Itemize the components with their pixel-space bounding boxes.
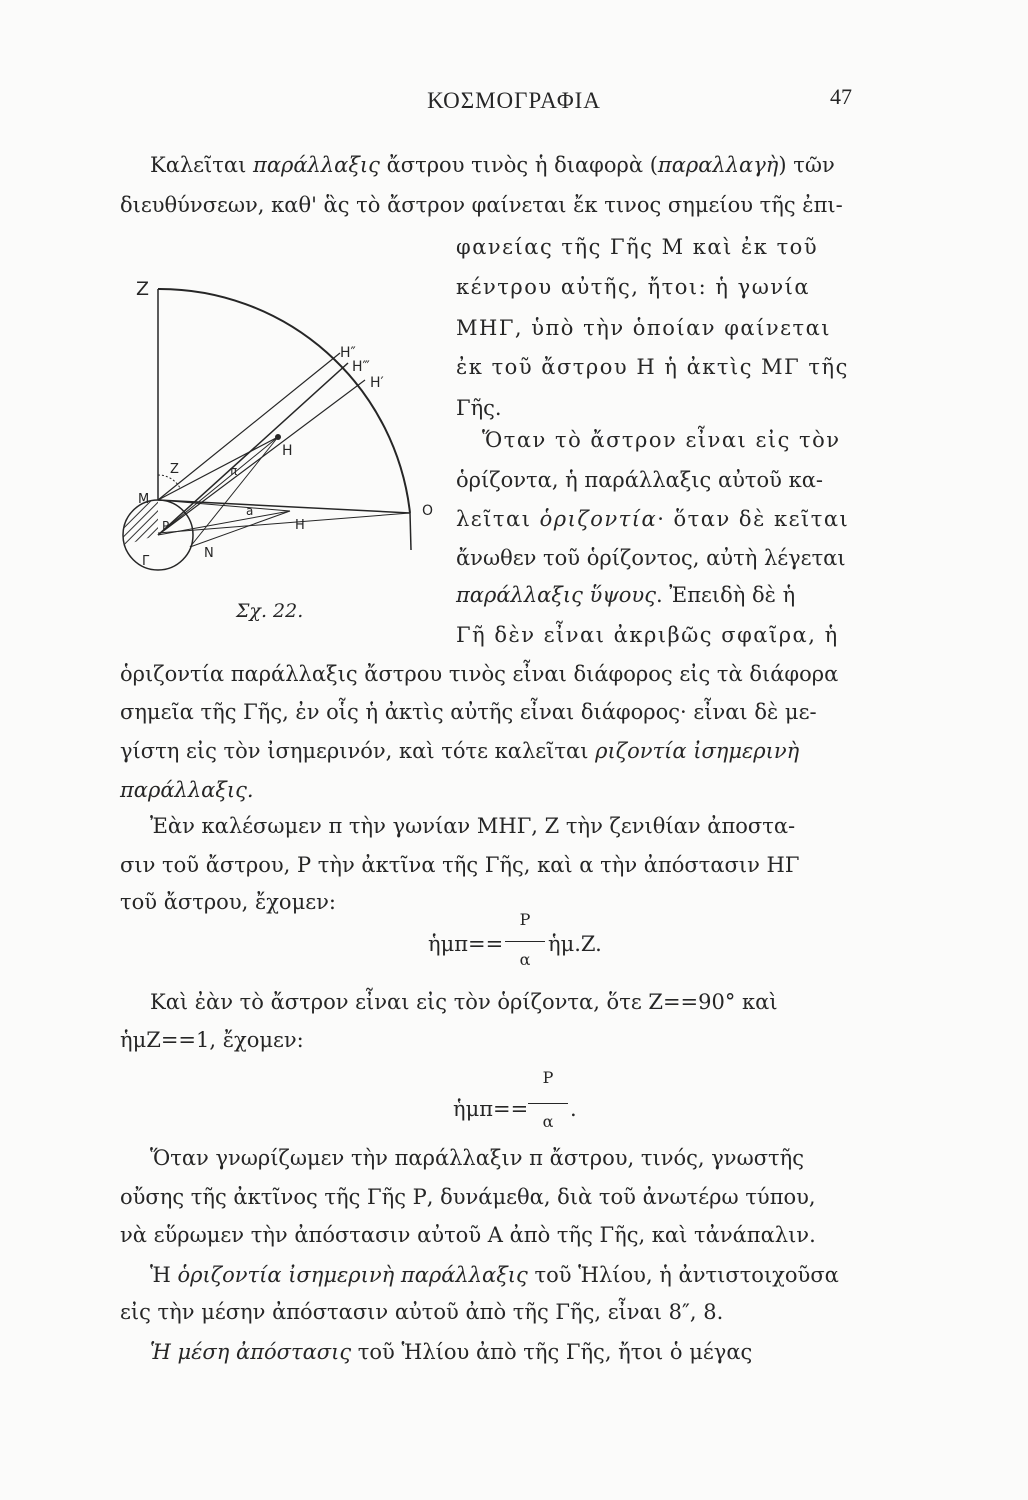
formula-2-denominator: α: [542, 1112, 554, 1131]
paragraph-line: παράλλαξις.: [120, 778, 254, 802]
formula-2-lhs: ἡμπ==: [453, 1097, 529, 1121]
paragraph-line: εἰς τὴν μέσην ἀπόστασιν αὐτοῦ ἀπὸ τῆς Γῆς, εἶναι 8″, 8.: [120, 1300, 724, 1324]
label-H0: H: [295, 518, 305, 533]
paragraph-line: σημεῖα τῆς Γῆς, ἐν οἷς ἡ ἀκτὶς αὐτῆς εἶναι διάφορος· εἶναι δὲ με-: [120, 700, 817, 724]
celestial-arc: [158, 289, 410, 513]
paragraph-line: λεῖται ὁριζοντία· ὅταν δὲ κεῖται: [456, 507, 850, 531]
running-header-title: ΚΟΣΜΟΓΡΑΦΙΑ: [427, 88, 601, 113]
label-H1: H′: [370, 375, 384, 391]
ray-M-to-H2: [158, 353, 340, 500]
formula-2-numerator: P: [542, 1068, 554, 1087]
arc-lower-tick: [410, 513, 411, 550]
figure-caption: Σχ. 22.: [236, 600, 304, 622]
formula-1-denominator: α: [519, 950, 531, 969]
paragraph-line: κέντρου αὐτῆς, ἤτοι: ἡ γωνία: [456, 275, 811, 299]
formula-1-rhs: ἡμ.Z.: [548, 932, 602, 956]
formula-2-fraction-bar: [528, 1103, 568, 1104]
label-a: a: [246, 504, 254, 518]
label-Z-top: Z: [136, 278, 150, 300]
paragraph-line: διευθύνσεων, καθ' ἃς τὸ ἄστρον φαίνεται ἔκ τινος σημείου τῆς ἐπι-: [120, 193, 843, 217]
paragraph-line: Καλεῖται παράλλαξις ἄστρου τινὸς ἡ διαφορὰ (παραλλαγὴ) τῶν: [150, 153, 835, 177]
star-H: [275, 434, 281, 440]
paragraph-line: ὁριζοντία παράλλαξις ἄστρου τινὸς εἶναι διάφορος εἰς τὰ διάφορα: [120, 662, 839, 686]
label-H: H: [282, 443, 293, 459]
paragraph-line: οὔσης τῆς ἀκτῖνος τῆς Γῆς Ρ, δυνάμεθα, διὰ τοῦ ἀνωτέρω τύπου,: [120, 1185, 816, 1209]
paragraph-line: παράλλαξις ὕψους. Ἐπειδὴ δὲ ἡ: [456, 583, 796, 607]
paragraph-line: Ἡ μέση ἀπόστασις τοῦ Ἡλίου ἀπὸ τῆς Γῆς, ἤτοι ὁ μέγας: [150, 1340, 753, 1364]
paragraph-line: Ἡ ὁριζοντία ἰσημερινὴ παράλλαξις τοῦ Ἡλίου, ἡ ἀντιστοιχοῦσα: [150, 1263, 839, 1287]
formula-1-numerator: P: [519, 910, 531, 929]
paragraph-line: Ὅταν τὸ ἄστρον εἶναι εἰς τὸν: [482, 428, 841, 452]
paragraph-line: Γῆς.: [456, 396, 502, 420]
label-H3: H‴: [352, 359, 370, 375]
label-N: N: [204, 546, 214, 561]
paragraph-line: ὁρίζοντα, ἡ παράλλαξις αὐτοῦ κα-: [456, 468, 824, 492]
paragraph-line: γίστη εἰς τὸν ἰσημερινόν, καὶ τότε καλεῖται ριζοντία ἰσημερινὴ: [120, 739, 800, 763]
paragraph-line: σιν τοῦ ἄστρου, Ρ τὴν ἀκτῖνα τῆς Γῆς, καὶ α τὴν ἀπόστασιν ΗΓ: [120, 853, 800, 877]
paragraph-line: τοῦ ἄστρου, ἔχομεν:: [120, 890, 336, 914]
label-Gamma: Γ: [142, 554, 150, 569]
horizon-line-center: [158, 513, 410, 533]
label-H2: H″: [340, 345, 356, 361]
paragraph-line: Ἐὰν καλέσωμεν π τὴν γωνίαν ΜΗΓ, Ζ τὴν ζενιθίαν ἀποστα-: [150, 814, 796, 838]
ray-center-to-H0: [158, 511, 290, 535]
label-P: P: [162, 519, 170, 533]
formula-2-rhs: .: [570, 1097, 577, 1121]
label-pi: π: [230, 464, 238, 478]
figure-22-diagram: [130, 275, 434, 605]
label-Z-angle: Z: [170, 462, 179, 477]
paragraph-line: νὰ εὕρωμεν τὴν ἀπόστασιν αὐτοῦ Α ἀπὸ τῆς Γῆς, καὶ τἀνάπαλιν.: [120, 1223, 816, 1247]
paragraph-line: ΜΗΓ, ὑπὸ τὴν ὁποίαν φαίνεται: [456, 316, 832, 340]
paragraph-line: Ὅταν γνωρίζωμεν τὴν παράλλαξιν π ἄστρου, τινός, γνωστῆς: [150, 1146, 804, 1170]
label-M: M: [138, 492, 150, 507]
formula-1-fraction-bar: [505, 941, 545, 942]
paragraph-line: ἄνωθεν τοῦ ὁρίζοντος, αὐτὴ λέγεται: [456, 546, 846, 570]
formula-1-lhs: ἡμπ==: [428, 932, 504, 956]
page-number: 47: [830, 84, 852, 109]
ray-N-to-H: [190, 437, 278, 547]
paragraph-line: ἡμZ==1, ἔχομεν:: [120, 1028, 304, 1052]
paragraph-line: ἐκ τοῦ ἄστρου Η ἡ ἀκτὶς ΜΓ τῆς: [456, 355, 849, 379]
label-O: O: [422, 503, 434, 519]
paragraph-line: Γῆ δὲν εἶναι ἀκριβῶς σφαῖρα, ἡ: [456, 623, 839, 647]
paragraph-line: Καὶ ἐὰν τὸ ἄστρον εἶναι εἰς τὸν ὁρίζοντα, ὅτε Z==90° καὶ: [150, 990, 778, 1014]
paragraph-line: φανείας τῆς Γῆς Μ καὶ ἐκ τοῦ: [456, 235, 819, 259]
